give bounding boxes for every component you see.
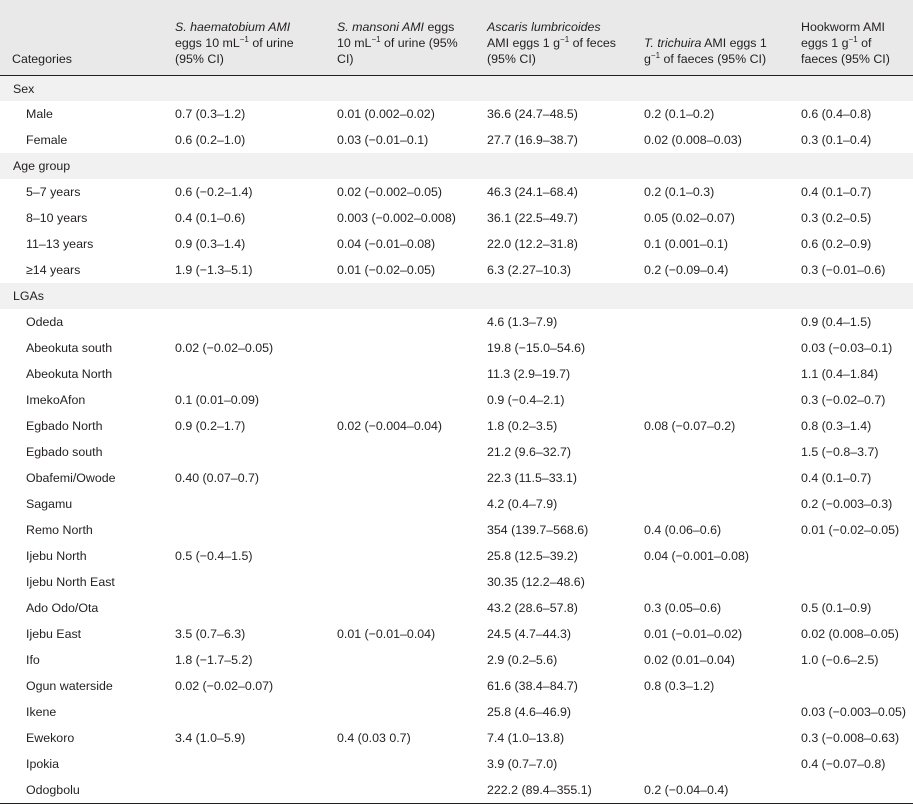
table-cell — [337, 647, 487, 673]
table-cell: 0.01 (−0.02–0.05) — [801, 523, 900, 537]
group-label: LGAs — [0, 283, 175, 309]
row-label: Odogbolu — [0, 777, 175, 804]
table-cell: 61.6 (38.4–84.7) — [487, 679, 578, 693]
table-cell: 0.4 (0.1–0.6) — [175, 211, 246, 225]
row-label: Ogun waterside — [26, 679, 113, 693]
table-cell: 0.5 (−0.4–1.5) — [175, 549, 253, 563]
row-label: Ijebu North East — [26, 575, 115, 589]
table-row — [0, 101, 913, 127]
table-row — [0, 465, 913, 491]
table-cell — [337, 595, 487, 621]
table-cell: 43.2 (28.6–57.8) — [487, 601, 578, 615]
table-cell — [644, 283, 801, 309]
header-tail: of faeces (95% CI) — [801, 36, 890, 66]
table-cell: 1.0 (−0.6–2.5) — [801, 653, 879, 667]
table-cell — [487, 153, 644, 179]
table-cell — [801, 569, 913, 595]
table-cell: 27.7 (16.9–38.7) — [487, 133, 578, 147]
table-cell: 7.4 (1.0–13.8) — [487, 731, 565, 745]
header-tail: of urine (95% CI) — [337, 36, 458, 66]
header-text: eggs 10 mL — [175, 36, 240, 50]
header-s-haematobium — [175, 0, 337, 76]
table-cell — [337, 465, 487, 491]
table-cell: 0.04 (−0.001–0.08) — [644, 549, 750, 563]
header-text: eggs 10 mL — [337, 20, 455, 50]
table-cell: 0.4 (0.1–0.7) — [801, 471, 872, 485]
header-s-mansoni — [337, 0, 487, 76]
header-t-trichuira — [644, 0, 801, 76]
row-label: Ifo — [26, 653, 40, 667]
row-label: Obafemi/Owode — [26, 471, 116, 485]
header-italic: S. haematobium AMI — [175, 20, 291, 34]
table-cell — [487, 76, 644, 102]
table-cell — [175, 153, 337, 179]
table-cell — [644, 387, 801, 413]
table-cell — [337, 517, 487, 543]
table-row — [0, 387, 913, 413]
table-cell: 25.8 (12.5–39.2) — [487, 549, 578, 563]
table-row — [0, 621, 913, 647]
table-cell: 46.3 (24.1–68.4) — [487, 185, 578, 199]
header-ascaris — [487, 0, 644, 76]
group-row — [0, 153, 913, 179]
table-cell: 0.01 (−0.01–0.02) — [644, 627, 743, 641]
table-row — [0, 647, 913, 673]
table-cell: 0.6 (0.4–0.8) — [801, 107, 872, 121]
group-label: Sex — [0, 76, 175, 102]
table-cell — [337, 751, 487, 777]
table-cell: 0.1 (0.01–0.09) — [175, 393, 260, 407]
table-cell: 0.2 (−0.04–0.4) — [644, 777, 801, 804]
header-tail: of faeces (95% CI) — [660, 52, 767, 66]
table-cell: 0.3 (0.05–0.6) — [644, 601, 722, 615]
header-hookworm — [801, 0, 913, 76]
table-cell: 21.2 (9.6–32.7) — [487, 445, 572, 459]
table-cell: 0.02 (−0.02–0.05) — [175, 341, 274, 355]
table-row — [0, 491, 913, 517]
table-row — [0, 725, 913, 751]
row-label: Female — [26, 133, 68, 147]
table-cell: 0.02 (0.008–0.05) — [801, 627, 899, 641]
table-cell — [175, 309, 337, 335]
table-cell: 0.5 (0.1–0.9) — [801, 601, 872, 615]
table-cell — [644, 491, 801, 517]
table-cell: 1.5 (−0.8–3.7) — [801, 445, 879, 459]
table-cell: 19.8 (−15.0–54.6) — [487, 341, 586, 355]
header-text: AMI eggs 1 g — [487, 36, 561, 50]
row-label: 8–10 years — [26, 211, 88, 225]
header-italic: Ascaris lumbricoides — [487, 20, 601, 34]
table-cell — [644, 569, 801, 595]
table-cell — [337, 543, 487, 569]
table-cell: 11.3 (2.9–19.7) — [487, 367, 571, 381]
row-label: 5–7 years — [26, 185, 81, 199]
row-label: Abeokuta south — [26, 341, 113, 355]
header-text: AMI eggs 1 g — [644, 36, 767, 66]
row-label: Ewekoro — [26, 731, 75, 745]
header-categories — [0, 0, 175, 76]
header-sup: −1 — [560, 35, 570, 44]
table-cell — [801, 543, 913, 569]
table-cell — [337, 673, 487, 699]
table-cell — [487, 283, 644, 309]
row-label: Sagamu — [26, 497, 73, 511]
header-text: Categories — [12, 52, 72, 66]
table-cell: 0.003 (−0.002–0.008) — [337, 211, 456, 225]
table-cell: 0.01 (−0.02–0.05) — [337, 263, 436, 277]
table-row — [0, 439, 913, 465]
table-body — [0, 76, 913, 804]
table-cell: 0.05 (0.02–0.07) — [644, 211, 735, 225]
group-label: Age group — [0, 153, 175, 179]
header-sup: −1 — [371, 35, 381, 44]
table-cell: 0.9 (0.4–1.5) — [801, 315, 872, 329]
row-label: Ijebu East — [26, 627, 82, 641]
table-cell — [175, 439, 337, 465]
header-tail: of urine (95% CI) — [175, 36, 294, 66]
table-cell: 0.03 (−0.03–0.1) — [801, 341, 893, 355]
table-cell: 0.01 (−0.01–0.04) — [337, 627, 436, 641]
table-cell: 0.6 (0.2–0.9) — [801, 237, 872, 251]
table-cell — [644, 465, 801, 491]
table-cell — [175, 569, 337, 595]
table-cell: 0.04 (−0.01–0.08) — [337, 237, 436, 251]
header-text: Hookworm AMI — [801, 20, 885, 34]
table-cell: 3.9 (0.7–7.0) — [487, 757, 558, 771]
table-cell: 1.8 (0.2–3.5) — [487, 419, 558, 433]
table-cell: 6.3 (2.27–10.3) — [487, 263, 572, 277]
table-cell: 0.2 (−0.09–0.4) — [644, 263, 729, 277]
table-cell: 0.3 (−0.01–0.6) — [801, 263, 886, 277]
table-cell: 0.03 (−0.01–0.1) — [337, 133, 429, 147]
table-cell: 0.02 (−0.02–0.07) — [175, 679, 274, 693]
row-label: Ijebu North — [26, 549, 87, 563]
table-cell: 0.6 (−0.2–1.4) — [175, 185, 253, 199]
row-label: ≥14 years — [26, 263, 81, 277]
header-italic: S. mansoni AMI — [337, 20, 424, 34]
group-row — [0, 283, 913, 309]
table-cell: 1.1 (0.4–1.84) — [801, 367, 879, 381]
table-cell: 4.2 (0.4–7.9) — [487, 497, 558, 511]
table-cell: 0.4 (0.06–0.6) — [644, 523, 722, 537]
table-row — [0, 205, 913, 231]
table-cell: 36.6 (24.7–48.5) — [487, 107, 578, 121]
table-cell — [801, 777, 913, 804]
table-cell — [644, 725, 801, 751]
table-cell: 0.3 (0.1–0.4) — [801, 133, 872, 147]
table-row — [0, 569, 913, 595]
table-row — [0, 361, 913, 387]
table-cell — [175, 361, 337, 387]
row-label: Odeda — [26, 315, 64, 329]
table-cell: 0.02 (0.01–0.04) — [644, 653, 735, 667]
table-cell: 0.02 (−0.004–0.04) — [337, 419, 443, 433]
table-row — [0, 335, 913, 361]
table-cell: 0.7 (0.3–1.2) — [175, 107, 246, 121]
table-cell: 3.4 (1.0–5.9) — [175, 731, 246, 745]
table-row — [0, 595, 913, 621]
table-cell: 0.8 (0.3–1.4) — [801, 419, 872, 433]
table-cell — [337, 387, 487, 413]
table-cell: 0.01 (0.002–0.02) — [337, 107, 435, 121]
table-row — [0, 543, 913, 569]
table-cell — [337, 491, 487, 517]
table-cell — [644, 699, 801, 725]
table-cell: 2.9 (0.2–5.6) — [487, 653, 558, 667]
table-cell — [337, 777, 487, 804]
table-cell — [175, 76, 337, 102]
table-cell — [644, 309, 801, 335]
table-row — [0, 257, 913, 283]
table-row — [0, 777, 913, 804]
table-cell — [175, 595, 337, 621]
header-text-rest: eggs 1 g — [801, 36, 849, 50]
table-cell: 0.3 (−0.02–0.7) — [801, 393, 886, 407]
table-cell — [644, 439, 801, 465]
header-tail: of feces (95% CI) — [487, 36, 616, 66]
table-cell: 0.1 (0.001–0.1) — [644, 237, 729, 251]
row-label: 11–13 years — [26, 237, 94, 251]
table-cell — [644, 751, 801, 777]
row-label: Remo North — [26, 523, 93, 537]
table-cell — [175, 283, 337, 309]
table-cell — [801, 283, 913, 309]
table-cell: 0.4 (−0.07–0.8) — [801, 757, 886, 771]
table-cell — [644, 335, 801, 361]
table-cell: 0.9 (−0.4–2.1) — [487, 393, 565, 407]
table-cell: 0.3 (0.2–0.5) — [801, 211, 872, 225]
row-label: Male — [26, 107, 53, 121]
table-row — [0, 179, 913, 205]
table-cell: 24.5 (4.7–44.3) — [487, 627, 572, 641]
header-sup: −1 — [239, 35, 249, 44]
group-row — [0, 76, 913, 102]
table-row — [0, 309, 913, 335]
table-row — [0, 699, 913, 725]
table-cell — [337, 309, 487, 335]
table-cell — [337, 153, 487, 179]
header-sup: −1 — [848, 35, 858, 44]
table-cell: 36.1 (22.5–49.7) — [487, 211, 578, 225]
table-cell: 0.9 (0.3–1.4) — [175, 237, 246, 251]
table-cell: 0.02 (0.008–0.03) — [644, 133, 742, 147]
table-cell — [175, 491, 337, 517]
table-cell: 0.6 (0.2–1.0) — [175, 133, 246, 147]
table-cell — [337, 569, 487, 595]
table-cell: 22.0 (12.2–31.8) — [487, 237, 578, 251]
table-cell: 30.35 (12.2–48.6) — [487, 575, 585, 589]
row-label: Egbado North — [26, 419, 103, 433]
table-row — [0, 751, 913, 777]
table-cell: 0.40 (0.07–0.7) — [175, 471, 260, 485]
table-cell — [175, 751, 337, 777]
table-cell: 0.2 (0.1–0.3) — [644, 185, 715, 199]
table-cell: 3.5 (0.7–6.3) — [175, 627, 246, 641]
table-cell: 222.2 (89.4–355.1) — [487, 777, 644, 804]
table-cell — [337, 283, 487, 309]
table-row — [0, 517, 913, 543]
table-cell: 0.08 (−0.07–0.2) — [644, 419, 736, 433]
table-cell: 0.4 (0.1–0.7) — [801, 185, 872, 199]
table-cell — [175, 777, 337, 804]
table-cell — [337, 361, 487, 387]
table-row — [0, 413, 913, 439]
table-cell: 354 (139.7–568.6) — [487, 523, 589, 537]
row-label: Egbado south — [26, 445, 103, 459]
table-cell — [801, 76, 913, 102]
table-cell — [801, 673, 913, 699]
row-label: Ikene — [26, 705, 57, 719]
table-cell: 0.4 (0.03 0.7) — [337, 731, 411, 745]
table-cell — [644, 361, 801, 387]
table-cell: 0.2 (0.1–0.2) — [644, 107, 715, 121]
table-cell — [337, 439, 487, 465]
table-cell — [337, 699, 487, 725]
table-cell — [801, 153, 913, 179]
table-row — [0, 673, 913, 699]
table-cell: 0.9 (0.2–1.7) — [175, 419, 246, 433]
table-cell — [644, 76, 801, 102]
table-row — [0, 127, 913, 153]
table-cell: 0.3 (−0.008–0.63) — [801, 731, 900, 745]
table-cell: 22.3 (11.5–33.1) — [487, 471, 578, 485]
table-cell: 0.02 (−0.002–0.05) — [337, 185, 443, 199]
table-cell: 0.03 (−0.003–0.05) — [801, 705, 907, 719]
table-cell: 0.8 (0.3–1.2) — [644, 679, 715, 693]
table-cell — [644, 153, 801, 179]
table-cell: 4.6 (1.3–7.9) — [487, 315, 558, 329]
table-header-row — [0, 0, 913, 76]
row-label: Ado Odo/Ota — [26, 601, 99, 615]
table-cell: 1.8 (−1.7–5.2) — [175, 653, 253, 667]
header-sup: −1 — [650, 51, 661, 60]
table-row — [0, 231, 913, 257]
table-cell — [337, 335, 487, 361]
table-cell — [175, 517, 337, 543]
table-cell: 0.2 (−0.003–0.3) — [801, 497, 893, 511]
row-label: ImekoAfon — [26, 393, 86, 407]
table-cell: 1.9 (−1.3–5.1) — [175, 263, 253, 277]
row-label: Abeokuta North — [26, 367, 113, 381]
table-cell — [337, 76, 487, 102]
header-italic: T. trichuira — [644, 36, 702, 50]
row-label: Ipokia — [26, 757, 60, 771]
table-cell: 25.8 (4.6–46.9) — [487, 705, 572, 719]
table-cell — [175, 699, 337, 725]
